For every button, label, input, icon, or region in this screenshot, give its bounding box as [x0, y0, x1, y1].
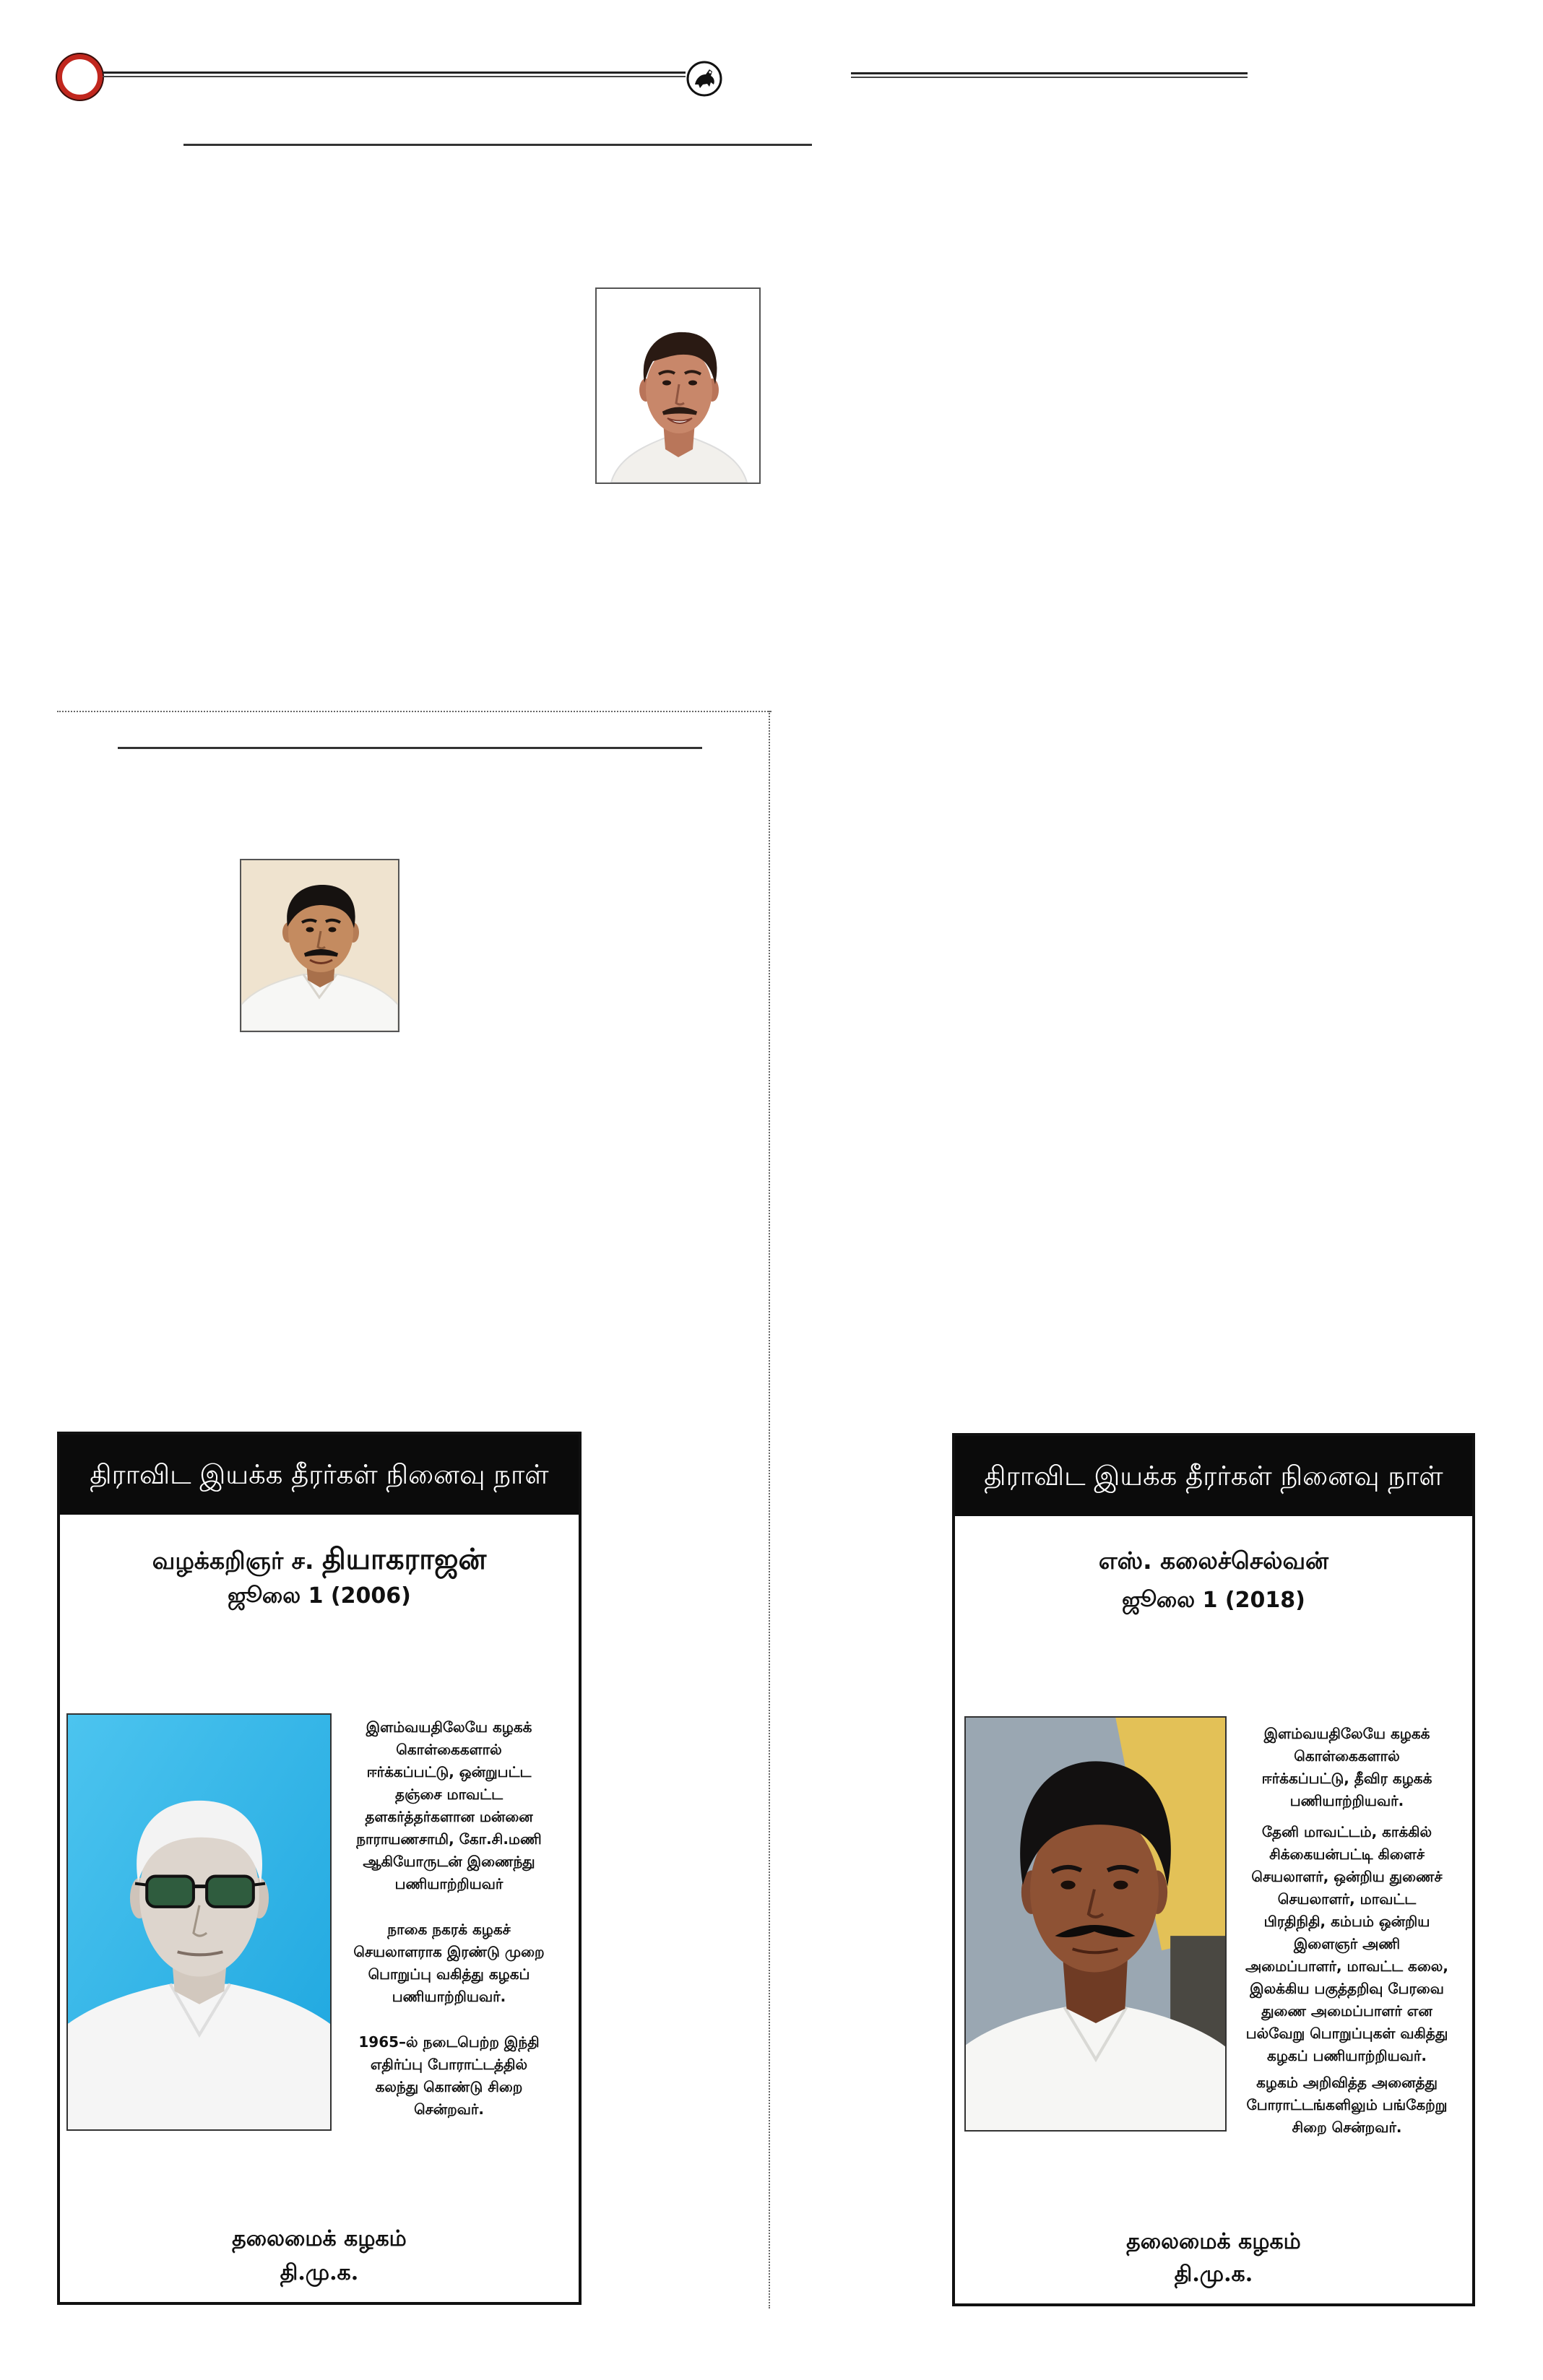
notice-header: திராவிட இயக்க தீரர்கள் நினைவு நாள்	[60, 1435, 579, 1515]
biography-paragraph: இளம்வயதிலேயே கழகக் கொள்கைகளால் ஈர்க்கப்பட்டு, தீவிர கழகக் பணியாற்றியவர்.	[1261, 1725, 1432, 1809]
ring-icon	[57, 54, 103, 100]
masthead-rule-right	[851, 72, 1248, 78]
masthead-rule-left	[103, 72, 686, 77]
notice-biography	[334, 1716, 563, 2121]
notice-footer-party: தி.மு.க.	[1174, 2262, 1253, 2287]
portrait-photo	[240, 859, 399, 1032]
memorial-notice	[57, 1432, 582, 2305]
headline-rule	[118, 747, 702, 749]
notice-name-prefix: வழக்கறிஞர் ச.	[152, 1546, 314, 1575]
notice-footer-org: தலைமைக் கழகம்	[232, 2226, 407, 2251]
notice-biography	[1232, 1723, 1461, 2139]
biography-paragraph: தேனி மாவட்டம், காக்கில் சிக்கையன்பட்டி கிளைச் செயலாளர், ஒன்றிய துணைச் செயலாளர், மாவட்ட பிரதிநிதி, கம்பம் ஒன்றிய இளைஞர் அணி அமைப்பாளர், மாவட்ட கலை, இலக்கிய பகுத்தறிவு பேரவை துணை அமைப்பாளர் என பல்வேறு பொறுப்புகள் வகித்து கழகப் பணியாற்றியவர்.	[1245, 1823, 1448, 2064]
memorial-notice	[952, 1433, 1475, 2306]
biography-paragraph: நாகை நகரக் கழகச் செயலாளராக இரண்டு முறை பொறுப்பு வகித்து கழகப் பணியாற்றியவர்.	[353, 1921, 545, 2005]
portrait-photo	[595, 287, 761, 484]
notice-portrait-photo	[66, 1713, 332, 2131]
masthead-logo-icon	[686, 60, 723, 98]
notice-name-main: தியாகராஜன்	[321, 1543, 487, 1576]
notice-person-name	[60, 1543, 579, 1580]
notice-footer-org: தலைமைக் கழகம்	[1126, 2229, 1301, 2254]
biography-paragraph: கழகம் அறிவித்த அனைத்து போராட்டங்களிலும் பங்கேற்று சிறை சென்றவர்.	[1246, 2074, 1448, 2136]
notice-person-name: எஸ். கலைச்செல்வன்	[1098, 1546, 1329, 1575]
notice-footer-party: தி.மு.க.	[280, 2260, 359, 2285]
biography-paragraph: 1965–ல் நடைபெற்ற இந்தி எதிர்ப்பு போராட்டத்தில் கலந்து கொண்டு சிறை சென்றவர்.	[358, 2033, 540, 2118]
biography-paragraph: இளம்வயதிலேயே கழகக் கொள்கைகளால் ஈர்க்கப்பட்டு, ஒன்றுபட்ட தஞ்சை மாவட்ட தளகர்த்தர்களான மன்னை நாராயணசாமி, கோ.சி.மணி ஆகியோருடன் இணைந்து பணியாற்றியவர்	[356, 1718, 542, 1892]
column-divider-horizontal	[57, 711, 772, 712]
notice-portrait-photo	[964, 1716, 1227, 2132]
notice-header: திராவிட இயக்க தீரர்கள் நினைவு நாள்	[955, 1436, 1472, 1516]
headline-rule	[183, 144, 812, 146]
column-divider-vertical	[769, 711, 770, 2308]
notice-date: ஜூலை 1 (2018)	[1122, 1588, 1305, 1613]
notice-date: ஜூலை 1 (2006)	[228, 1583, 411, 1609]
